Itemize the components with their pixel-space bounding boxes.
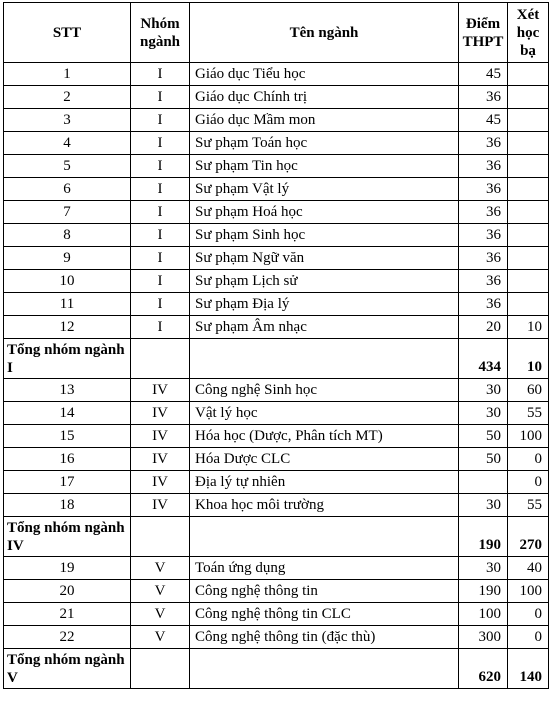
stt-cell: 21 bbox=[4, 603, 131, 626]
header-name: Tên ngành bbox=[190, 3, 459, 63]
table-row bbox=[4, 109, 549, 132]
stt-cell: 4 bbox=[4, 132, 131, 155]
stt-cell: 22 bbox=[4, 626, 131, 649]
hocba-cell: 100 bbox=[508, 580, 549, 603]
table-row bbox=[4, 86, 549, 109]
group-cell: V bbox=[131, 626, 190, 649]
major-name-cell: Sư phạm Toán học bbox=[190, 132, 459, 155]
table-row bbox=[4, 448, 549, 471]
header-stt: STT bbox=[4, 3, 131, 63]
thpt-cell: 30 bbox=[459, 379, 508, 402]
stt-cell: 7 bbox=[4, 201, 131, 224]
major-name-cell: Giáo dục Chính trị bbox=[190, 86, 459, 109]
group-total-label: Tổng nhóm ngành IV bbox=[4, 517, 131, 557]
stt-cell: 8 bbox=[4, 224, 131, 247]
group-cell: I bbox=[131, 132, 190, 155]
stt-cell: 15 bbox=[4, 425, 131, 448]
major-name-cell: Sư phạm Lịch sử bbox=[190, 270, 459, 293]
group-cell: IV bbox=[131, 494, 190, 517]
group-cell: IV bbox=[131, 379, 190, 402]
table-row bbox=[4, 379, 549, 402]
major-name-cell: Hóa học (Dược, Phân tích MT) bbox=[190, 425, 459, 448]
table-row bbox=[4, 155, 549, 178]
group-cell: I bbox=[131, 247, 190, 270]
table-row bbox=[4, 557, 549, 580]
major-name-cell: Sư phạm Âm nhạc bbox=[190, 316, 459, 339]
hocba-cell: 0 bbox=[508, 471, 549, 494]
hocba-cell bbox=[508, 63, 549, 86]
empty-cell bbox=[131, 339, 190, 379]
group-cell: I bbox=[131, 109, 190, 132]
thpt-cell: 36 bbox=[459, 178, 508, 201]
thpt-cell: 36 bbox=[459, 247, 508, 270]
group-total-label: Tổng nhóm ngành V bbox=[4, 649, 131, 689]
stt-cell: 20 bbox=[4, 580, 131, 603]
thpt-cell: 30 bbox=[459, 402, 508, 425]
hocba-cell bbox=[508, 270, 549, 293]
major-name-cell: Công nghệ thông tin (đặc thù) bbox=[190, 626, 459, 649]
hocba-cell: 0 bbox=[508, 626, 549, 649]
group-cell: I bbox=[131, 293, 190, 316]
thpt-cell: 30 bbox=[459, 494, 508, 517]
group-total-row bbox=[4, 339, 549, 379]
group-total-hocba: 140 bbox=[508, 649, 549, 689]
group-cell: I bbox=[131, 270, 190, 293]
hocba-cell bbox=[508, 178, 549, 201]
group-total-thpt: 434 bbox=[459, 339, 508, 379]
hocba-cell bbox=[508, 224, 549, 247]
hocba-cell bbox=[508, 109, 549, 132]
hocba-cell bbox=[508, 201, 549, 224]
group-total-hocba: 10 bbox=[508, 339, 549, 379]
major-name-cell: Công nghệ thông tin bbox=[190, 580, 459, 603]
stt-cell: 10 bbox=[4, 270, 131, 293]
thpt-cell: 50 bbox=[459, 425, 508, 448]
table-row bbox=[4, 580, 549, 603]
table-row bbox=[4, 224, 549, 247]
group-cell: I bbox=[131, 155, 190, 178]
major-name-cell: Sư phạm Địa lý bbox=[190, 293, 459, 316]
group-cell: V bbox=[131, 557, 190, 580]
group-cell: I bbox=[131, 201, 190, 224]
header-row bbox=[4, 3, 549, 63]
stt-cell: 12 bbox=[4, 316, 131, 339]
group-cell: IV bbox=[131, 402, 190, 425]
major-name-cell: Sư phạm Ngữ văn bbox=[190, 247, 459, 270]
empty-cell bbox=[190, 339, 459, 379]
thpt-cell: 36 bbox=[459, 201, 508, 224]
hocba-cell bbox=[508, 132, 549, 155]
table-row bbox=[4, 316, 549, 339]
thpt-cell bbox=[459, 471, 508, 494]
header-thpt: Điểm THPT bbox=[459, 3, 508, 63]
hocba-cell bbox=[508, 293, 549, 316]
group-cell: I bbox=[131, 316, 190, 339]
hocba-cell bbox=[508, 86, 549, 109]
table-row bbox=[4, 63, 549, 86]
table-row bbox=[4, 178, 549, 201]
group-cell: I bbox=[131, 63, 190, 86]
stt-cell: 13 bbox=[4, 379, 131, 402]
stt-cell: 16 bbox=[4, 448, 131, 471]
table-row bbox=[4, 626, 549, 649]
stt-cell: 9 bbox=[4, 247, 131, 270]
thpt-cell: 100 bbox=[459, 603, 508, 626]
stt-cell: 11 bbox=[4, 293, 131, 316]
major-name-cell: Khoa học môi trường bbox=[190, 494, 459, 517]
group-cell: IV bbox=[131, 448, 190, 471]
major-name-cell: Công nghệ thông tin CLC bbox=[190, 603, 459, 626]
major-name-cell: Giáo dục Tiểu học bbox=[190, 63, 459, 86]
stt-cell: 3 bbox=[4, 109, 131, 132]
header-hocba: Xét học bạ bbox=[508, 3, 549, 63]
stt-cell: 6 bbox=[4, 178, 131, 201]
table-row bbox=[4, 425, 549, 448]
hocba-cell: 100 bbox=[508, 425, 549, 448]
major-name-cell: Sư phạm Hoá học bbox=[190, 201, 459, 224]
hocba-cell bbox=[508, 247, 549, 270]
major-name-cell: Hóa Dược CLC bbox=[190, 448, 459, 471]
group-total-thpt: 620 bbox=[459, 649, 508, 689]
hocba-cell: 40 bbox=[508, 557, 549, 580]
table-row bbox=[4, 494, 549, 517]
empty-cell bbox=[131, 649, 190, 689]
thpt-cell: 30 bbox=[459, 557, 508, 580]
hocba-cell: 55 bbox=[508, 402, 549, 425]
table-row bbox=[4, 603, 549, 626]
major-name-cell: Giáo dục Mầm mon bbox=[190, 109, 459, 132]
thpt-cell: 36 bbox=[459, 270, 508, 293]
thpt-cell: 45 bbox=[459, 63, 508, 86]
table-body bbox=[4, 63, 549, 689]
group-cell: IV bbox=[131, 425, 190, 448]
thpt-cell: 300 bbox=[459, 626, 508, 649]
thpt-cell: 36 bbox=[459, 224, 508, 247]
group-total-thpt: 190 bbox=[459, 517, 508, 557]
group-total-row bbox=[4, 517, 549, 557]
stt-cell: 2 bbox=[4, 86, 131, 109]
stt-cell: 5 bbox=[4, 155, 131, 178]
group-cell: V bbox=[131, 603, 190, 626]
table-row bbox=[4, 132, 549, 155]
thpt-cell: 36 bbox=[459, 293, 508, 316]
hocba-cell: 55 bbox=[508, 494, 549, 517]
major-name-cell: Sư phạm Sinh học bbox=[190, 224, 459, 247]
empty-cell bbox=[131, 517, 190, 557]
stt-cell: 19 bbox=[4, 557, 131, 580]
major-name-cell: Sư phạm Vật lý bbox=[190, 178, 459, 201]
thpt-cell: 45 bbox=[459, 109, 508, 132]
stt-cell: 17 bbox=[4, 471, 131, 494]
major-name-cell: Sư phạm Tin học bbox=[190, 155, 459, 178]
table-row bbox=[4, 247, 549, 270]
table-row bbox=[4, 402, 549, 425]
table-row bbox=[4, 471, 549, 494]
stt-cell: 1 bbox=[4, 63, 131, 86]
group-cell: V bbox=[131, 580, 190, 603]
major-name-cell: Công nghệ Sinh học bbox=[190, 379, 459, 402]
thpt-cell: 36 bbox=[459, 86, 508, 109]
thpt-cell: 50 bbox=[459, 448, 508, 471]
major-name-cell: Vật lý học bbox=[190, 402, 459, 425]
group-cell: IV bbox=[131, 471, 190, 494]
group-cell: I bbox=[131, 224, 190, 247]
thpt-cell: 36 bbox=[459, 155, 508, 178]
major-name-cell: Toán ứng dụng bbox=[190, 557, 459, 580]
thpt-cell: 36 bbox=[459, 132, 508, 155]
hocba-cell: 0 bbox=[508, 448, 549, 471]
table-row bbox=[4, 270, 549, 293]
major-name-cell: Địa lý tự nhiên bbox=[190, 471, 459, 494]
hocba-cell: 10 bbox=[508, 316, 549, 339]
empty-cell bbox=[190, 517, 459, 557]
group-total-label: Tổng nhóm ngành I bbox=[4, 339, 131, 379]
stt-cell: 14 bbox=[4, 402, 131, 425]
table-row bbox=[4, 201, 549, 224]
group-total-hocba: 270 bbox=[508, 517, 549, 557]
header-group: Nhóm ngành bbox=[131, 3, 190, 63]
group-total-row bbox=[4, 649, 549, 689]
hocba-cell bbox=[508, 155, 549, 178]
hocba-cell: 0 bbox=[508, 603, 549, 626]
table-row bbox=[4, 293, 549, 316]
empty-cell bbox=[190, 649, 459, 689]
stt-cell: 18 bbox=[4, 494, 131, 517]
hocba-cell: 60 bbox=[508, 379, 549, 402]
thpt-cell: 20 bbox=[459, 316, 508, 339]
admission-quota-table bbox=[3, 2, 549, 689]
group-cell: I bbox=[131, 86, 190, 109]
thpt-cell: 190 bbox=[459, 580, 508, 603]
group-cell: I bbox=[131, 178, 190, 201]
